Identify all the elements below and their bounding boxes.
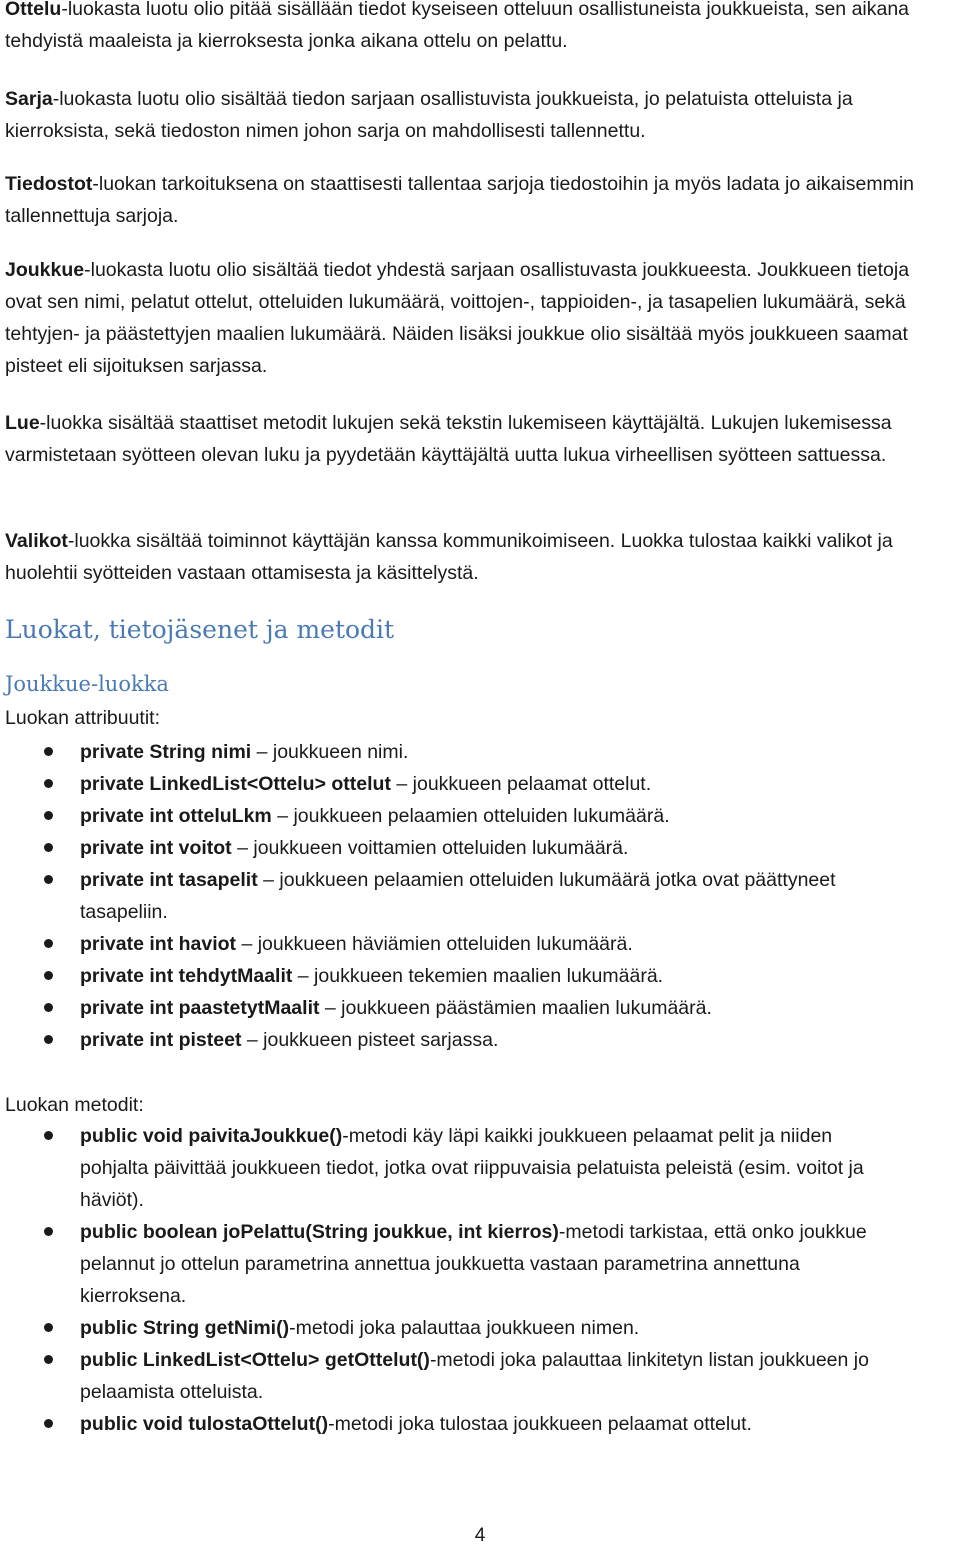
class-name: Joukkue [5,259,85,281]
list-item [0,1216,900,1312]
section-heading: Luokat, tietojäsenet ja metodit [5,615,395,644]
list-item [0,928,900,960]
bullet-icon [44,1131,53,1140]
paragraph-text: -luokka sisältää toiminnot käyttäjän kanssa kommunikoimiseen. Luokka tulostaa kaikki valikot ja huolehtii syötteiden vastaan ottamisesta ja käsittelystä. [5,530,893,584]
paragraph-text: -luokan tarkoituksena on staattisesti tallentaa sarjoja tiedostoihin ja myös ladata jo aikaisemmin tallennettuja sarjoja. [5,173,914,227]
method-description: -metodi joka palauttaa joukkueen nimen. [289,1317,640,1339]
attribute-signature: private LinkedList<Ottelu> ottelut [80,773,391,795]
attribute-description: – joukkueen häviämien otteluiden lukumäärä. [236,933,633,955]
attribute-signature: private int otteluLkm [80,805,272,827]
bullet-icon [44,747,53,756]
list-item [0,1120,900,1216]
bullet-icon [44,1227,53,1236]
paragraph-text: -luokasta luotu olio sisältää tiedot yhdestä sarjaan osallistuvasta joukkueesta. Joukkueen tietoja ovat sen nimi, pelatut ottelut, otteluiden lukumäärä, voittojen-, tappioiden-, ja tasapelien lukumäärä, sekä tehtyjen- ja päästettyjen maalien lukumäärä. Näiden lisäksi joukkue olio sisältää myös joukkueen saamat pisteet eli sijoituksen sarjassa. [5,259,910,377]
list-item [0,992,900,1024]
paragraph-text: -luokasta luotu olio sisältää tiedon sarjaan osallistuvista joukkueista, jo pelatuista otteluista ja kierroksista, sekä tiedoston nimen johon sarja on mahdollisesti tallennettu. [5,88,853,142]
bullet-icon [44,1003,53,1012]
attribute-description: – joukkueen pisteet sarjassa. [241,1029,499,1051]
list-item [0,1024,900,1056]
bullet-icon [44,875,53,884]
page-number: 4 [474,1525,486,1546]
list-item [0,768,900,800]
list-item [0,832,900,864]
attribute-signature: private String nimi [80,741,252,763]
list-item [0,1408,900,1440]
method-description: -metodi tarkistaa, että onko joukkue pelannut jo ottelun parametrina annettua joukkuetta vastaan parametrina annettuna kierroksena. [80,1221,867,1307]
methods-label: Luokan metodit: [5,1094,144,1116]
paragraph-ottelu [5,0,945,57]
attribute-description: – joukkueen tekemien maalien lukumäärä. [292,965,664,987]
attribute-description: – joukkueen pelaamien otteluiden lukumäärä jotka ovat päättyneet tasapeliin. [80,869,836,923]
list-item [0,1344,900,1408]
attributes-label: Luokan attribuutit: [5,707,161,729]
class-name: Lue [5,412,40,434]
method-description: -metodi joka tulostaa joukkueen pelaamat ottelut. [328,1413,752,1435]
paragraph-sarja [5,83,945,147]
attribute-description: – joukkueen pelaamien otteluiden lukumäärä. [271,805,670,827]
list-item [0,864,900,928]
bullet-icon [44,939,53,948]
method-description: -metodi joka palauttaa linkitetyn listan joukkueen jo pelaamista otteluista. [80,1349,869,1403]
attribute-signature: private int paastetytMaalit [80,997,320,1019]
bullet-icon [44,971,53,980]
class-name: Valikot [5,530,68,552]
methods-list [0,1120,900,1440]
list-item [0,960,900,992]
method-signature: public void tulostaOttelut() [80,1413,329,1435]
paragraph-valikot [5,525,945,589]
attributes-list [0,736,900,1056]
attribute-signature: private int pisteet [80,1029,242,1051]
class-name: Tiedostot [5,173,93,195]
method-signature: public String getNimi() [80,1317,290,1339]
attribute-signature: private int voitot [80,837,232,859]
paragraph-tiedostot [5,168,945,232]
paragraph-text: -luokka sisältää staattiset metodit lukujen sekä tekstin lukemiseen käyttäjältä. Lukujen lukemisessa varmistetaan syötteen olevan luku ja pyydetään käyttäjältä uutta lukua virheellisen syötteen sattuessa. [5,412,892,466]
bullet-icon [44,779,53,788]
attribute-signature: private int tehdytMaalit [80,965,293,987]
bullet-icon [44,811,53,820]
method-signature: public boolean joPelattu(String joukkue, int kierros) [80,1221,559,1243]
method-description: -metodi käy läpi kaikki joukkueen pelaamat pelit ja niiden pohjalta päivittää joukkueen tiedot, jotka ovat riippuvaisia pelatuista peleistä (esim. voitot ja häviöt). [80,1125,864,1211]
list-item [0,800,900,832]
paragraph-lue [5,407,945,471]
paragraph-text: -luokasta luotu olio pitää sisällään tiedot kyseiseen otteluun osallistuneista joukkueista, sen aikana tehdyistä maaleista ja kierroksesta jonka aikana ottelu on pelattu. [5,0,910,52]
method-signature: public LinkedList<Ottelu> getOttelut() [80,1349,430,1371]
attribute-description: – joukkueen pelaamat ottelut. [390,773,652,795]
paragraph-joukkue [5,254,945,382]
attribute-description: – joukkueen nimi. [251,741,409,763]
attribute-signature: private int haviot [80,933,237,955]
list-item [0,1312,900,1344]
attribute-description: – joukkueen voittamien otteluiden lukumäärä. [231,837,629,859]
list-item [0,736,900,768]
bullet-icon [44,1419,53,1428]
attribute-signature: private int tasapelit [80,869,258,891]
bullet-icon [44,1035,53,1044]
bullet-icon [44,1323,53,1332]
class-name: Sarja [5,88,53,110]
method-signature: public void paivitaJoukkue() [80,1125,343,1147]
subsection-heading: Joukkue-luokka [5,672,169,696]
attribute-description: – joukkueen päästämien maalien lukumäärä. [319,997,712,1019]
bullet-icon [44,1355,53,1364]
class-name: Ottelu [5,0,62,20]
bullet-icon [44,843,53,852]
